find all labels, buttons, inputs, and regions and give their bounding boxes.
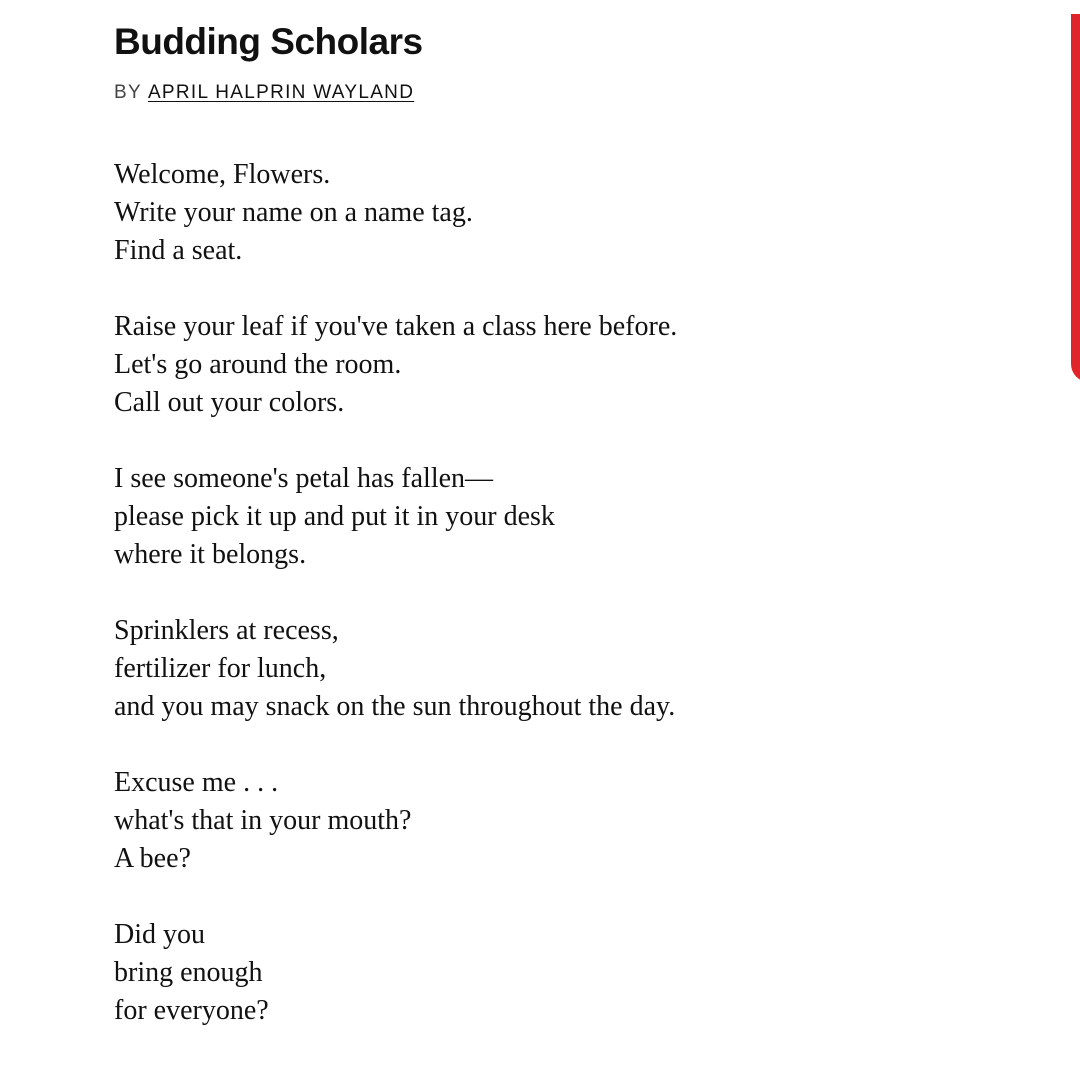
article xyxy=(114,20,1014,1068)
byline xyxy=(114,81,1014,105)
stanza-3 xyxy=(114,460,1014,574)
stanza-6 xyxy=(114,916,1014,1030)
poem-line: Welcome, Flowers. xyxy=(114,159,331,190)
poem-line: Let's go around the room. xyxy=(114,349,402,380)
stanza-2 xyxy=(114,308,1014,422)
poem-line: Find a seat. xyxy=(114,235,243,266)
poem-line: Did you xyxy=(114,919,205,950)
poem-line: for everyone? xyxy=(114,995,269,1026)
poem-line: please pick it up and put it in your desk xyxy=(114,501,555,532)
poem-line: A bee? xyxy=(114,843,191,874)
author-link[interactable]: APRIL HALPRIN WAYLAND xyxy=(147,82,415,103)
byline-prefix: BY xyxy=(114,82,142,103)
stanza-4 xyxy=(114,612,1014,726)
poem-line: Raise your leaf if you've taken a class here before. xyxy=(114,311,678,342)
poem-line: Write your name on a name tag. xyxy=(114,197,473,228)
poem-line: and you may snack on the sun throughout the day. xyxy=(114,691,676,722)
stanza-5 xyxy=(114,764,1014,878)
poem-line: bring enough xyxy=(114,957,263,988)
poem-body xyxy=(114,156,1014,1030)
poem-line: Call out your colors. xyxy=(114,387,345,418)
poem-line: I see someone's petal has fallen— xyxy=(114,463,494,494)
poem-line: where it belongs. xyxy=(114,539,307,570)
poem-line: what's that in your mouth? xyxy=(114,805,412,836)
poem-line: fertilizer for lunch, xyxy=(114,653,327,684)
poem-title: Budding Scholars xyxy=(114,21,423,62)
accent-edge-bar xyxy=(1071,14,1080,382)
poem-line: Excuse me . . . xyxy=(114,767,279,798)
stanza-1 xyxy=(114,156,1014,270)
poem-line: Sprinklers at recess, xyxy=(114,615,339,646)
